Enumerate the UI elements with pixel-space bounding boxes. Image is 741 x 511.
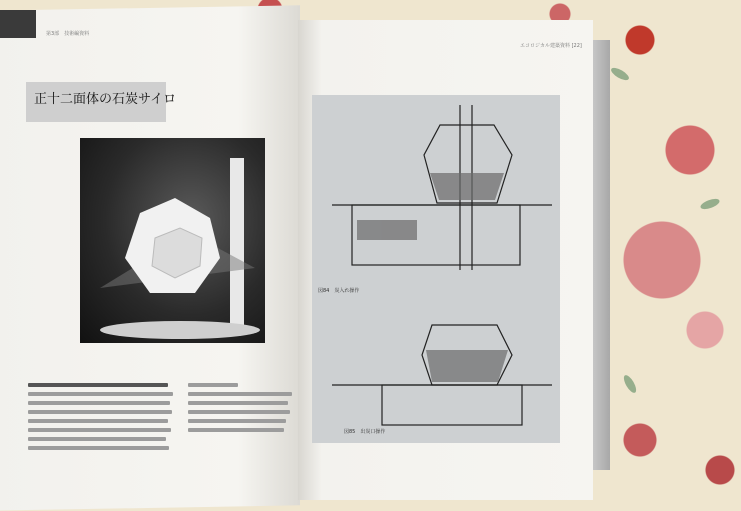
text-line bbox=[28, 401, 170, 405]
text-line bbox=[188, 410, 290, 414]
text-line bbox=[28, 410, 172, 414]
text-line bbox=[28, 428, 171, 432]
text-line bbox=[28, 446, 169, 450]
silo-cross-section-figure bbox=[312, 95, 560, 443]
figure-caption-top: 図84 炭入れ操作 bbox=[318, 288, 360, 294]
text-line bbox=[188, 428, 284, 432]
coal-bunker bbox=[357, 220, 417, 240]
text-line bbox=[188, 401, 288, 405]
figure-caption-bottom: 図85 出炭口操作 bbox=[344, 429, 386, 435]
coal-fill-upper bbox=[430, 173, 504, 200]
text-line bbox=[28, 437, 166, 441]
body-text-left bbox=[28, 380, 178, 455]
section-title: 正十二面体の石炭サイロ bbox=[34, 92, 177, 107]
corner-tab bbox=[0, 10, 36, 38]
lower-chamber bbox=[382, 385, 522, 425]
text-line bbox=[28, 392, 173, 396]
dodecahedron-illustration bbox=[80, 138, 265, 343]
text-line bbox=[188, 392, 292, 396]
text-line bbox=[28, 419, 168, 423]
vertical-post bbox=[230, 158, 244, 328]
chapter-header: 第3部 技術編資料 bbox=[46, 31, 90, 37]
base-plate bbox=[100, 321, 260, 339]
running-header bbox=[520, 42, 582, 49]
running-header-text: エコロジカル建築資料 bbox=[520, 43, 571, 49]
body-text-middle bbox=[188, 380, 296, 437]
coal-fill-lower bbox=[426, 350, 508, 382]
text-line bbox=[28, 383, 168, 387]
silo-diagram bbox=[312, 95, 560, 443]
text-line bbox=[188, 383, 238, 387]
text-line bbox=[188, 419, 286, 423]
page-number: [22] bbox=[571, 43, 582, 49]
dodecahedron-photo bbox=[80, 138, 265, 343]
